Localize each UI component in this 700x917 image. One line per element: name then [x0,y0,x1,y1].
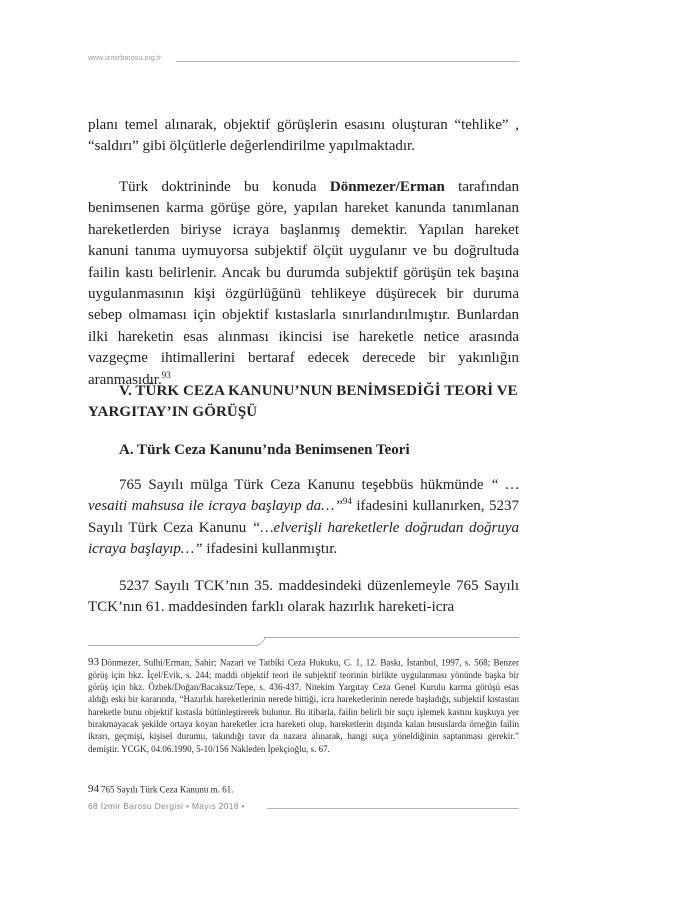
paragraph-2-text-b: tarafından benimsenen karma görüşe göre, yapılan hareket kanunda tanımlanan hareketlerden biriyse icraya başlanmış demektir. Yapılan hareket kanuni tanıma uymuyorsa subjektif ölçüt uygulanır ve bu doğrultuda failin kastı belirlenir. Ancak bu durumda subjektif görüşün tek başına uygulanmasının kişi özgürlüğünü tehlikeye düşürecek bir duruma sebep olmaması için objektif kıstaslarla sınırlandırılmıştır. Bunlardan ilki hareketin esas alınması ikincisi ise hareketle netice arasında vazgeçme ihtimallerini bertaraf edecek derecede bir yakınlığın aranmasıdır. [88,179,519,388]
footnote-93 [88,656,519,755]
quote-765: “ … vesaiti mahsusa ile icraya başlayıp da…” [88,477,519,515]
page-footer: 68 İzmir Barosu Dergisi • Mayıs 2018 • [88,801,245,811]
footer-rule [267,808,519,809]
subsection-heading-a: A. Türk Ceza Kanunu’nda Benimsenen Teori [119,442,410,458]
footnote-text: 765 Sayılı Türk Ceza Kanunu m. 61. [101,784,234,795]
paragraph-5: 5237 Sayılı TCK’nın 35. maddesindeki düzenlemeyle 765 Sayılı TCK’nın 61. maddesinden farklı olarak hazırlık hareketi-icra [88,578,519,616]
paragraph-4-text-b: ifadesini kullanırken, 5237 Sayılı Türk Ceza Kanunu [88,498,519,536]
paragraph-4 [88,475,519,561]
footnote-number: 93 [88,656,99,668]
section-heading-v: V. TÜRK CEZA KANUNU’NUN BENİMSEDİĞİ TEORİ VE YARGITAY’IN GÖRÜŞÜ [88,383,518,421]
paragraph-1: planı temel alınarak, objektif görüşlerin esasını oluşturan “tehlike” , “saldırı” gibi ölçütlerle değerlendirilme yapılmaktadır. [88,117,519,155]
footnote-94 [88,783,519,796]
footnote-ref-94[interactable]: 94 [342,496,352,507]
footnote-separator [88,637,519,653]
header-url: www.izmirbarosu.org.tr [88,55,162,62]
footnote-ref-93[interactable]: 93 [161,369,171,380]
paragraph-4-text-c: ifadesini kullanmıştır. [202,541,338,558]
quote-5237: “…elverişli hareketlerle doğrudan doğruya icraya başlayıp…” [88,519,519,558]
footnote-number: 94 [88,783,99,795]
header-rule [176,61,519,62]
author-names: Dönmezer/Erman [329,179,445,195]
paragraph-2 [88,177,519,391]
paragraph-2-text-a: Türk doktrininde bu konuda [119,179,330,195]
footnote-text: Dönmezer, Sulhi/Erman, Sahir; Nazari ve Tatbiki Ceza Hukuku, C. 1, 12. Baskı, İstanbul, 1997, s. 568; Benzer görüş için bkz. İçel/Evik, s. 244; maddi objektif teori ile subjektif teorinin birlikte uygulanması yönünde başka bir görüş için bkz. Özbek/Doğan/Bacaksız/Tepe, s. 436-437. Nitekim Yargıtay Ceza Genel Kurulu karma görüşü esas aldığı eski bir kararında, “Hazırlık hareketlerinin nerede bittiği, icra hareketlerinin nerede başladığı, subjektif kıstastan hareketle bunu objektif kıstasla bütünleştirerek bulunur. Bu itibarla, failin belirli bir suçu işlemek kastını kuşkuya yer bırakmayacak şekilde ortaya koyan hareketler icra hareketi olup, hareketlerin dışında kalan hususlarda örneğin failin ikrarı, geçmişi, kişisel durumu, takındığı tavır da nazara alınarak, hangi suça yöneldiğinin saptanması gerekir.” demiştir. YCGK, 04.06.1990, 5-10/156 Nakleden İpekçioğlu, s. 67. [88,657,519,754]
paragraph-4-text-a: 765 Sayılı mülga Türk Ceza Kanunu teşebbüs hükmünde [119,477,491,493]
